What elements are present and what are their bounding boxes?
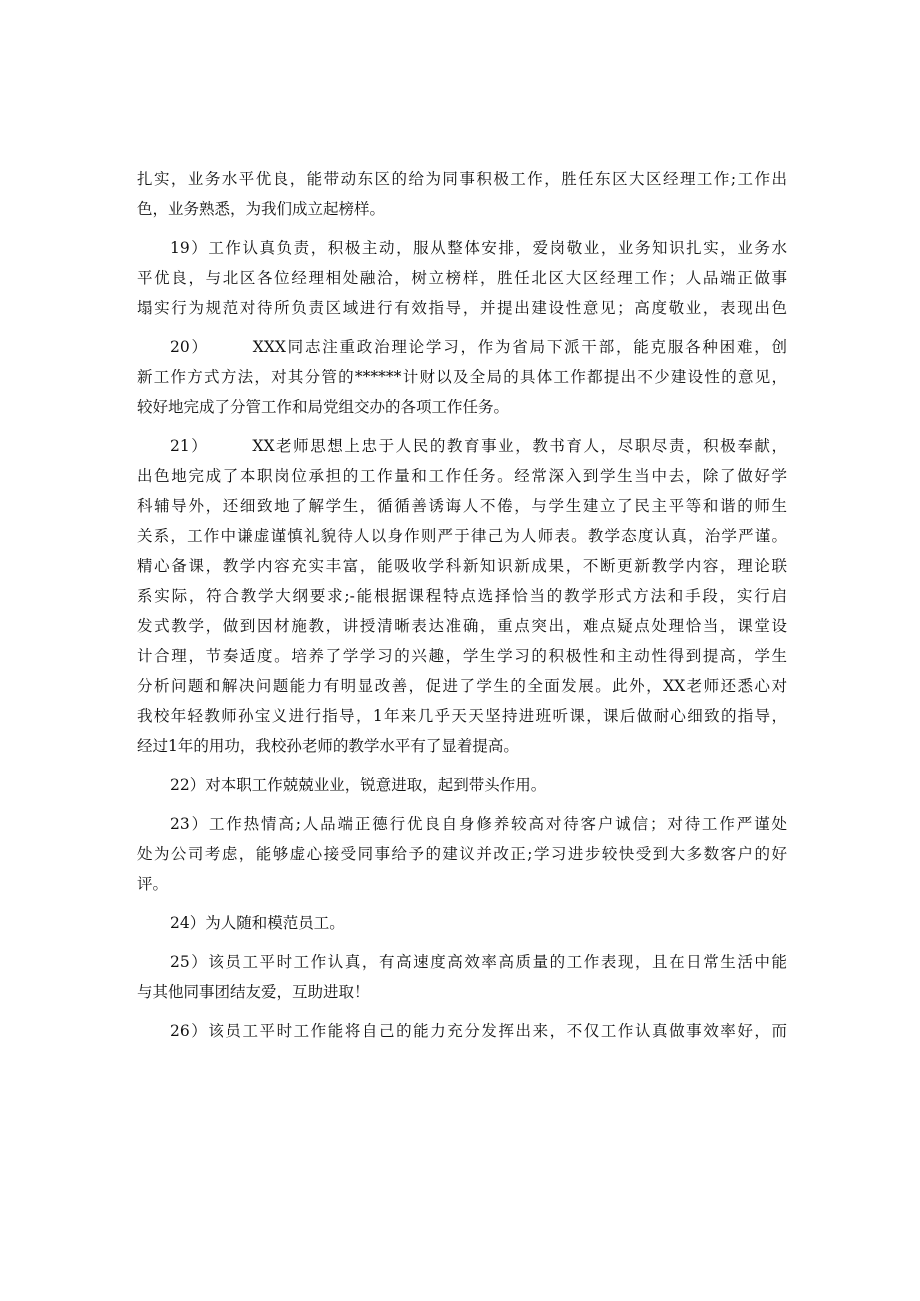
paragraph-continuation (137, 164, 787, 224)
paragraph-item-26 (137, 1016, 787, 1046)
text-line: 出色地完成了本职岗位承担的工作量和工作任务。经常深入到学生当中去，除了做好学 (137, 467, 787, 485)
document-body (137, 164, 787, 1055)
text-line (137, 332, 787, 362)
text-line: 经过1年的用功，我校孙老师的教学水平有了显着提高。 (137, 737, 519, 755)
text-line: 26）该员工平时工作能将自己的能力充分发挥出来，不仅工作认真做事效率好，而 (170, 1022, 787, 1040)
text-line: 计合理，节奏适度。培养了学学习的兴趣，学生学习的积极性和主动性得到提高，学生 (137, 647, 787, 665)
text-line: 塌实行为规范对待所负责区域进行有效指导，并提出建设性意见；高度敬业，表现出色 (137, 299, 787, 317)
text-line: 19）工作认真负责，积极主动，服从整体安排，爱岗敬业，业务知识扎实，业务水 (170, 239, 787, 257)
text-line: 23）工作热情高;人品端正德行优良自身修养较高对待客户诚信；对待工作严谨处 (170, 815, 787, 833)
item-number: 21） (170, 437, 209, 455)
paragraph-item-19 (137, 233, 787, 323)
text-line: 25）该员工平时工作认真，有高速度高效率高质量的工作表现，且在日常生活中能 (170, 953, 787, 971)
paragraph-item-21 (137, 431, 787, 761)
paragraph-item-24 (137, 908, 787, 938)
text-line: 平优良，与北区各位经理相处融洽，树立榜样，胜任北区大区经理工作；人品端正做事 (137, 269, 787, 287)
text-line: 色，业务熟悉，为我们成立起榜样。 (137, 200, 386, 218)
text-line: 科辅导外，还细致地了解学生，循循善诱诲人不倦，与学生建立了民主平等和谐的师生 (137, 497, 787, 515)
line-text: XX老师思想上忠于人民的教育事业，教书育人，尽职尽责，积极奉献， (252, 437, 787, 455)
text-line: 评。 (137, 875, 169, 893)
text-line: 处为公司考虑，能够虚心接受同事给予的建议并改正;学习进步较快受到大多数客户的好 (137, 845, 787, 863)
text-line: 分析问题和解决问题能力有明显改善，促进了学生的全面发展。此外，XX老师还悉心对 (137, 677, 787, 695)
text-line: 22）对本职工作兢兢业业，锐意进取，起到带头作用。 (170, 776, 547, 794)
paragraph-item-25 (137, 947, 787, 1007)
paragraph-item-22 (137, 770, 787, 800)
text-line: 关系，工作中谦虚谨慎礼貌待人以身作则严于律己为人师表。教学态度认真，治学严谨。 (137, 527, 787, 545)
text-line: 精心备课，教学内容充实丰富，能吸收学科新知识新成果，不断更新教学内容，理论联 (137, 557, 787, 575)
text-line: 与其他同事团结友爱，互助进取！ (137, 983, 370, 1001)
paragraph-item-20 (137, 332, 787, 422)
item-number: 20） (170, 338, 209, 356)
text-line: 新工作方式方法，对其分管的******计财以及全局的具体工作都提出不少建设性的意见， (137, 368, 787, 386)
text-line: 系实际，符合教学大纲要求;-能根据课程特点选择恰当的教学形式方法和手段，实行启 (137, 587, 787, 605)
text-line: 扎实，业务水平优良，能带动东区的给为同事积极工作，胜任东区大区经理工作;工作出 (137, 170, 787, 188)
text-line: 我校年轻教师孙宝义进行指导，1年来几乎天天坚持进班听课，课后做耐心细致的指导， (137, 707, 787, 725)
text-line: 发式教学，做到因材施教，讲授清晰表达准确，重点突出，难点疑点处理恰当，课堂设 (137, 617, 787, 635)
text-line: 较好地完成了分管工作和局党组交办的各项工作任务。 (137, 398, 510, 416)
line-text: XXX同志注重政治理论学习，作为省局下派干部，能克服各种困难，创 (252, 338, 788, 356)
text-line: 24）为人随和模范员工。 (170, 914, 345, 932)
text-line (137, 431, 787, 461)
paragraph-item-23 (137, 809, 787, 899)
